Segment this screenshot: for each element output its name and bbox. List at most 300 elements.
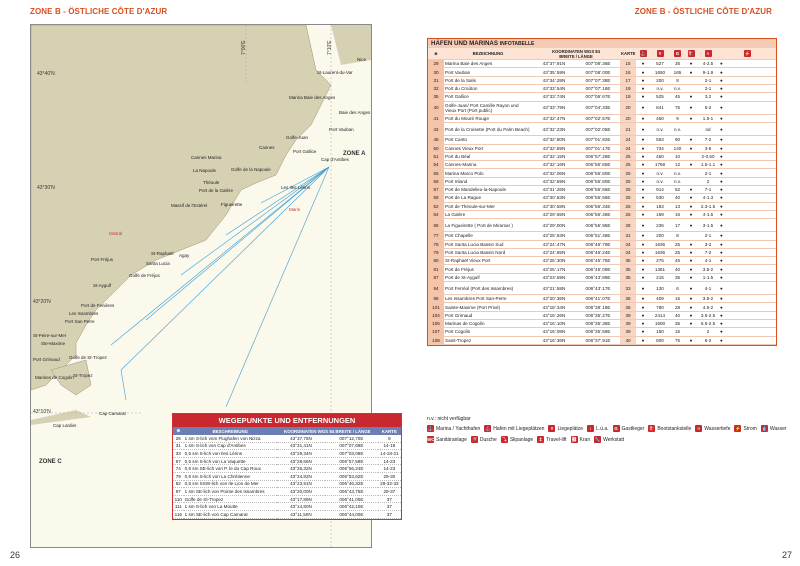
berths-icon: #	[657, 50, 664, 57]
harbour-berths: 2414	[650, 311, 670, 319]
waypoint-lat: 43°28,66N	[277, 457, 325, 465]
harbour-guests: 52	[670, 185, 685, 193]
harbour-number: 77	[428, 232, 444, 240]
harbour-marina: ●	[636, 248, 650, 256]
harbour-marina: ●	[636, 144, 650, 152]
harbour-number: 58	[428, 194, 444, 202]
ht-col-services-icon	[719, 48, 776, 60]
harbour-marina: ●	[636, 169, 650, 177]
harbour-services: ●	[719, 185, 776, 193]
legend-label: Werkstatt	[603, 436, 625, 443]
harbour-map: 35	[620, 265, 636, 273]
depth-icon: ≈	[705, 50, 712, 57]
harbour-marina: ●	[636, 177, 650, 185]
harbour-marina: ●	[636, 114, 650, 122]
place-label: Cap Camarat	[99, 411, 126, 416]
harbour-guests: 75	[670, 336, 685, 344]
legend-label: Marina / Yachthafen	[436, 425, 481, 432]
harbour-lon: 006°35'.36E	[576, 319, 620, 327]
waypoint-lon: 006°56,24E	[325, 465, 378, 473]
harbour-map: 36	[620, 303, 636, 311]
legend-label: Travel-lift	[546, 436, 567, 443]
harbour-map: 25	[620, 152, 636, 160]
harbour-berths: 530	[650, 194, 670, 202]
harbour-berths: 183	[650, 202, 670, 210]
legend-item	[613, 425, 645, 432]
harbour-lon: 006°45'.09E	[576, 265, 620, 273]
harbour-depth: 1.5-1.1	[697, 161, 719, 169]
harbour-number: 55	[428, 169, 444, 177]
harbour-lon: 007°08'.00E	[576, 68, 620, 76]
place-label: St-Aygulf	[93, 283, 112, 288]
harbour-number: 104	[428, 311, 444, 319]
waypoint-lat: 43°24,82N	[277, 472, 325, 480]
harbour-depth: 3-1.5	[697, 219, 719, 232]
harbour-berths: n.v.	[650, 177, 670, 185]
harbour-services: ●	[719, 114, 776, 122]
harbour-guests: 25	[670, 240, 685, 248]
place-label: Port Grimaud	[33, 357, 60, 362]
harbour-lon: 006°43'.89E	[576, 273, 620, 281]
harbour-lat: 43°33'.79N	[532, 101, 576, 114]
lat-label-3: 43°20'N	[33, 299, 51, 305]
place-label: Les Iles Lérins	[281, 185, 311, 190]
harbour-services: ●	[719, 136, 776, 144]
harbour-berths: 215	[650, 273, 670, 281]
harbour-services: ●	[719, 311, 776, 319]
legend	[427, 416, 787, 443]
place-label: Baie des Anges	[339, 110, 371, 115]
harbour-number: 32	[428, 85, 444, 93]
harbour-berths: 450	[650, 152, 670, 160]
harbour-services: ●	[719, 68, 776, 76]
harbour-marina: ●	[636, 273, 650, 281]
harbour-number: 30	[428, 68, 444, 76]
harbour-marina: ●	[636, 232, 650, 240]
harbour-lat: 43°20'.36N	[532, 295, 576, 303]
harbour-number: 57	[428, 185, 444, 193]
harbour-lat: 43°18'.34N	[532, 303, 576, 311]
waypoint-map: 29-37	[378, 488, 401, 496]
harbour-marina: ●	[636, 303, 650, 311]
harbour-lon: 007°07'.38E	[576, 76, 620, 84]
harbour-berths: 409	[650, 295, 670, 303]
ht-col-berths-icon	[650, 48, 670, 60]
harbour-row	[428, 76, 776, 84]
harbour-name: Port Cogolin	[444, 328, 532, 336]
harbour-row	[428, 202, 776, 210]
waypoint-map: 29-30	[378, 472, 401, 480]
harbour-lat: 43°25'.17N	[532, 265, 576, 273]
harbour-name: Port de la Croisette (Port du Palm Beach)	[444, 123, 532, 136]
harbour-guests: 8	[670, 76, 685, 84]
legend-icon: ⚓	[484, 426, 491, 431]
harbour-fuel: ●	[685, 240, 697, 248]
place-label: Port Vauban	[329, 127, 354, 132]
harbour-services: ●	[719, 202, 776, 210]
harbour-guests: 15	[670, 295, 685, 303]
legend-icon: G	[614, 426, 618, 431]
harbour-lon: 007°02'.57E	[576, 114, 620, 122]
harbour-depth: 1.5-1	[697, 114, 719, 122]
harbour-depth: 6-2	[697, 336, 719, 344]
harbour-number: 108	[428, 336, 444, 344]
harbour-depth: nd	[697, 123, 719, 136]
harbour-row	[428, 114, 776, 122]
harbour-lon: 006°55'.95E	[576, 219, 620, 232]
waypoint-description: 1 sm S-lich von La Moutte	[184, 503, 277, 511]
harbour-fuel	[685, 152, 697, 160]
harbour-berths: 780	[650, 303, 670, 311]
harbour-row	[428, 161, 776, 169]
harbour-services: ●	[719, 240, 776, 248]
harbours-title	[428, 39, 776, 48]
harbour-lat: 43°32'.89N	[532, 144, 576, 152]
harbour-berths: 553	[650, 136, 670, 144]
place-label: Golfe de Fréjus	[129, 273, 160, 278]
harbour-depth: 1-1.5	[697, 273, 719, 281]
waypoints-table	[172, 413, 402, 520]
harbour-marina: ●	[636, 60, 650, 68]
waypoint-number: 33	[173, 450, 184, 458]
harbour-number: 56	[428, 177, 444, 185]
waypoint-description: 0,5 sm SSW-lich von Ile Lion de Mer	[184, 480, 277, 488]
harbour-map: 17	[620, 76, 636, 84]
waypoint-number: 79	[173, 472, 184, 480]
harbour-berths: n.v.	[650, 123, 670, 136]
harbour-marina: ●	[636, 336, 650, 344]
harbour-marina: ●	[636, 76, 650, 84]
harbour-name: Port Vauban	[444, 68, 532, 76]
harbour-number: 79	[428, 248, 444, 256]
waypoint-row	[173, 450, 401, 458]
services-icon: ⚡	[744, 51, 751, 57]
harbour-lat: 43°23'.59N	[532, 273, 576, 281]
place-label: Cannes	[259, 145, 275, 150]
harbour-services: ●	[719, 76, 776, 84]
harbour-name: Sainte-Maxime (Port Privé)	[444, 303, 532, 311]
harbour-name: Port Ferréol (Port des Issambres)	[444, 281, 532, 294]
harbour-depth: 3.5-2	[697, 295, 719, 303]
lat-label-4: 43°10'N	[33, 409, 51, 415]
harbour-guests: 10	[670, 152, 685, 160]
waypoint-map: 14-18	[378, 442, 401, 450]
legend-item	[571, 436, 591, 443]
harbour-fuel: ●	[685, 161, 697, 169]
harbour-number: 80	[428, 257, 444, 265]
harbour-fuel: ●	[685, 303, 697, 311]
harbour-name: Port de la Salis	[444, 76, 532, 84]
legend-icon: 🚿	[471, 437, 478, 442]
harbour-guests: 35	[670, 273, 685, 281]
harbour-map: 28	[620, 219, 636, 232]
harbour-depth: 4-1.3	[697, 194, 719, 202]
ht-lon-label: LÄNGE	[578, 53, 593, 59]
harbour-berths: 800	[650, 336, 670, 344]
harbour-map: 34	[620, 240, 636, 248]
legend-item	[594, 436, 624, 443]
harbour-guests: 8	[670, 232, 685, 240]
harbour-depth: 3.5-2	[697, 265, 719, 273]
waypoint-lat: 43°17,89N	[277, 495, 325, 503]
anchor-icon: ⚓	[640, 51, 646, 57]
legend-item	[427, 436, 467, 443]
harbour-lat: 43°33'.54N	[532, 85, 576, 93]
page-number-right: 27	[781, 550, 792, 560]
harbour-map: 15	[620, 60, 636, 68]
harbour-name: Port du Croûton	[444, 85, 532, 93]
harbour-lon: 006°38'.19E	[576, 303, 620, 311]
harbour-depth: 7-2	[697, 248, 719, 256]
harbour-guests: n.v.	[670, 177, 685, 185]
place-label: Nice	[357, 57, 367, 62]
harbour-marina: ●	[636, 136, 650, 144]
harbour-depth: 5-2	[697, 101, 719, 114]
harbour-services: ●	[719, 161, 776, 169]
harbour-fuel: ●	[685, 93, 697, 101]
harbour-berths: 1600	[650, 319, 670, 327]
legend-icon: #	[548, 425, 555, 432]
waypoint-row	[173, 488, 401, 496]
harbour-map: 35	[620, 273, 636, 281]
harbour-marina: ●	[636, 311, 650, 319]
harbour-row	[428, 177, 776, 185]
harbour-berths: 236	[650, 219, 670, 232]
place-label: Marina Baie des Anges	[289, 95, 336, 100]
waypoint-row	[173, 503, 401, 511]
harbour-marina: ●	[636, 210, 650, 218]
harbour-services: ●	[719, 336, 776, 344]
harbour-row	[428, 336, 776, 344]
harbour-row	[428, 328, 776, 336]
harbours-table	[427, 38, 777, 346]
harbour-name: Port Grimaud	[444, 311, 532, 319]
place-label: Cap d'Antibes	[321, 157, 349, 162]
harbour-depth: 4-2.5	[697, 60, 719, 68]
page-number-left: 26	[10, 550, 21, 560]
harbour-row	[428, 136, 776, 144]
waypoint-lon: 006°53,62E	[325, 472, 378, 480]
harbour-name: Marina Baie des Anges	[444, 60, 532, 68]
harbour-marina: ●	[636, 265, 650, 273]
harbour-berths: 1636	[650, 240, 670, 248]
harbour-map: 16	[620, 68, 636, 76]
harbour-map: 33	[620, 281, 636, 294]
harbour-depth: 2-1	[697, 76, 719, 84]
harbour-map: 39	[620, 328, 636, 336]
harbour-depth: 2-1	[697, 85, 719, 93]
waypoint-row	[173, 435, 401, 442]
harbour-services: ●	[719, 273, 776, 281]
waypoint-lat: 43°26,32N	[277, 465, 325, 473]
harbour-depth: 2-0.50	[697, 152, 719, 160]
harbour-fuel: ●	[685, 265, 697, 273]
harbour-lat: 43°37'.91N	[532, 60, 576, 68]
harbour-lat: 43°32'.47N	[532, 114, 576, 122]
legend-icon: ↕	[587, 425, 594, 432]
waypoint-description: 1 sm S-lich von Cap d'Antibes	[184, 442, 277, 450]
harbour-number: 64	[428, 210, 444, 218]
harbour-depth: 9-1.9	[697, 68, 719, 76]
legend-icon: ⚡	[735, 426, 741, 431]
harbour-number: 29	[428, 60, 444, 68]
harbour-services: ●	[719, 123, 776, 136]
harbour-number: 81	[428, 265, 444, 273]
harbour-fuel: ●	[685, 295, 697, 303]
legend-label: Dusche	[479, 436, 497, 443]
waypoint-number: 111	[174, 504, 182, 510]
place-label: Figueirette	[221, 202, 243, 207]
harbour-name: St-Raphaël Vieux Port	[444, 257, 532, 265]
harbour-guests: 40	[670, 194, 685, 202]
harbour-name: Port de Théoule-sur-Mer	[444, 202, 532, 210]
guest-icon: G	[675, 51, 680, 57]
harbour-guests: 9	[670, 114, 685, 122]
legend-label: Liegeplätze	[557, 425, 584, 432]
page-header-right: ZONE B - ÖSTLICHE CÔTE D'AZUR	[634, 7, 772, 16]
harbour-berths: 169	[650, 210, 670, 218]
harbour-row	[428, 101, 776, 114]
harbour-number: 65	[428, 219, 444, 232]
harbour-fuel: ●	[685, 60, 697, 68]
waypoint-lon: 006°41,00E	[325, 495, 378, 503]
waypoint-lat: 43°20,00N	[277, 488, 325, 496]
harbour-row	[428, 185, 776, 193]
lon-label-1: 7°00'E	[241, 40, 247, 55]
harbour-services: ●	[719, 60, 776, 68]
waypoint-map: 37	[378, 495, 401, 503]
harbour-lon: 007°04'.33E	[576, 101, 620, 114]
harbour-berths: 525	[650, 93, 670, 101]
waypoint-description: Golfe de St-Tropez	[184, 495, 277, 503]
harbour-name: Port du Béal	[444, 152, 532, 160]
harbour-depth: 4-1	[697, 257, 719, 265]
harbour-services: ●	[719, 85, 776, 93]
harbour-services: ●	[719, 144, 776, 152]
harbour-fuel: ●	[685, 319, 697, 327]
place-label: St-Peire-sur-Mer	[33, 333, 67, 338]
legend-label: L.ü.a.	[596, 425, 609, 432]
waypoint-description: 0,5 sm SE-lich von P. le du Cap Roux	[184, 465, 277, 473]
harbour-lat: 43°32'.16N	[532, 161, 576, 169]
harbour-lat: 43°21'.58N	[532, 281, 576, 294]
place-label: Port de Fenières	[81, 303, 115, 308]
ht-col-fuel-icon	[685, 48, 697, 60]
fuel-icon: ⛽	[688, 51, 694, 57]
harbour-marina: ●	[636, 123, 650, 136]
harbour-row	[428, 240, 776, 248]
harbour-depth: 4.5-2	[697, 303, 719, 311]
legend-icon: ≈	[695, 425, 702, 432]
harbour-guests: 17	[670, 219, 685, 232]
harbour-guests: 165	[670, 68, 685, 76]
harbour-lat: 43°34'.28N	[532, 76, 576, 84]
harbour-guests: 40	[670, 311, 685, 319]
harbour-services: ●	[719, 101, 776, 114]
harbour-map: 25	[620, 169, 636, 177]
harbour-number: 94	[428, 281, 444, 294]
waypoint-map: 8	[378, 435, 401, 442]
harbour-services: ●	[719, 152, 776, 160]
harbour-name: La Figueirette ( Port de Miramar )	[444, 219, 532, 232]
waypoint-lon: 006°46,32E	[325, 480, 378, 488]
place-label: Théoule	[203, 180, 220, 185]
harbour-number: 40	[428, 101, 444, 114]
harbour-depth: 4-1.5	[697, 210, 719, 218]
harbour-lon: 006°46'.24E	[576, 248, 620, 256]
harbour-guests: n.v.	[670, 123, 685, 136]
lat-label-2: 43°30'N	[37, 185, 55, 191]
harbour-lat: 43°32'.06N	[532, 169, 576, 177]
harbour-lon: 006°51'.48E	[576, 232, 620, 240]
place-label: Santa Lucia	[146, 261, 170, 266]
harbour-lon: 006°56'.66E	[576, 185, 620, 193]
harbour-lat: 43°30'.58N	[532, 202, 576, 210]
harbour-lat: 43°16'.08N	[532, 328, 576, 336]
harbour-lat: 43°25'.30N	[532, 257, 576, 265]
harbour-marina: ●	[636, 202, 650, 210]
legend-item	[484, 425, 544, 432]
harbour-services: ●	[719, 319, 776, 327]
waypoint-row	[173, 465, 401, 473]
harbour-lat: 43°31'.26N	[532, 185, 576, 193]
harbours-title-text: HÄFEN UND MARINAS	[431, 40, 499, 47]
harbour-lat: 43°30'.83N	[532, 194, 576, 202]
harbour-fuel: ●	[685, 210, 697, 218]
waypoints-title: WEGEPUNKTE UND ENTFERNUNGEN	[173, 414, 401, 427]
harbour-lon: 007°01'.17E	[576, 144, 620, 152]
harbour-fuel: ●	[685, 219, 697, 232]
harbour-number: 96	[428, 295, 444, 303]
harbour-marina: ●	[636, 68, 650, 76]
harbour-berths: 200	[650, 76, 670, 84]
harbour-map: 25	[620, 161, 636, 169]
harbour-depth: 2-1	[697, 232, 719, 240]
waypoint-description: 0,5 sm S-lich von La Chrétienne	[184, 472, 277, 480]
place-label: Agay	[179, 253, 190, 258]
harbour-guests: 35	[670, 60, 685, 68]
harbour-map: 31	[620, 232, 636, 240]
waypoint-number: 116	[174, 511, 182, 517]
harbour-fuel	[685, 232, 697, 240]
harbour-berths: 150	[650, 328, 670, 336]
place-label: Port Fréjus	[91, 257, 114, 262]
waypoint-lon: 007°03,08E	[325, 450, 378, 458]
harbour-berths: 130	[650, 281, 670, 294]
harbour-marina: ●	[636, 281, 650, 294]
harbour-services: ●	[719, 328, 776, 336]
place-label: Port de la Galère	[199, 188, 234, 193]
harbour-map: 34	[620, 248, 636, 256]
place-label: Golfe de St-Tropez	[69, 355, 107, 360]
legend-icon: 💧	[761, 426, 768, 431]
harbour-lat: 43°32'.23N	[532, 123, 576, 136]
harbour-map: 24	[620, 136, 636, 144]
legend-label: Hafen mit Liegeplätzen	[493, 425, 545, 432]
harbour-name: Cannes Vieux Port	[444, 144, 532, 152]
legend-label: Strom	[743, 425, 757, 432]
harbour-number: 31	[428, 76, 444, 84]
harbour-number: 101	[428, 303, 444, 311]
waypoint-row	[173, 457, 401, 465]
harbour-berths: 1769	[650, 161, 670, 169]
harbour-services: ●	[719, 248, 776, 256]
harbour-berths: 450	[650, 114, 670, 122]
harbour-marina: ●	[636, 319, 650, 327]
harbour-lon: 007°07'.16E	[576, 85, 620, 93]
waypoint-lon: 007°07,69E	[325, 442, 378, 450]
harbour-row	[428, 169, 776, 177]
